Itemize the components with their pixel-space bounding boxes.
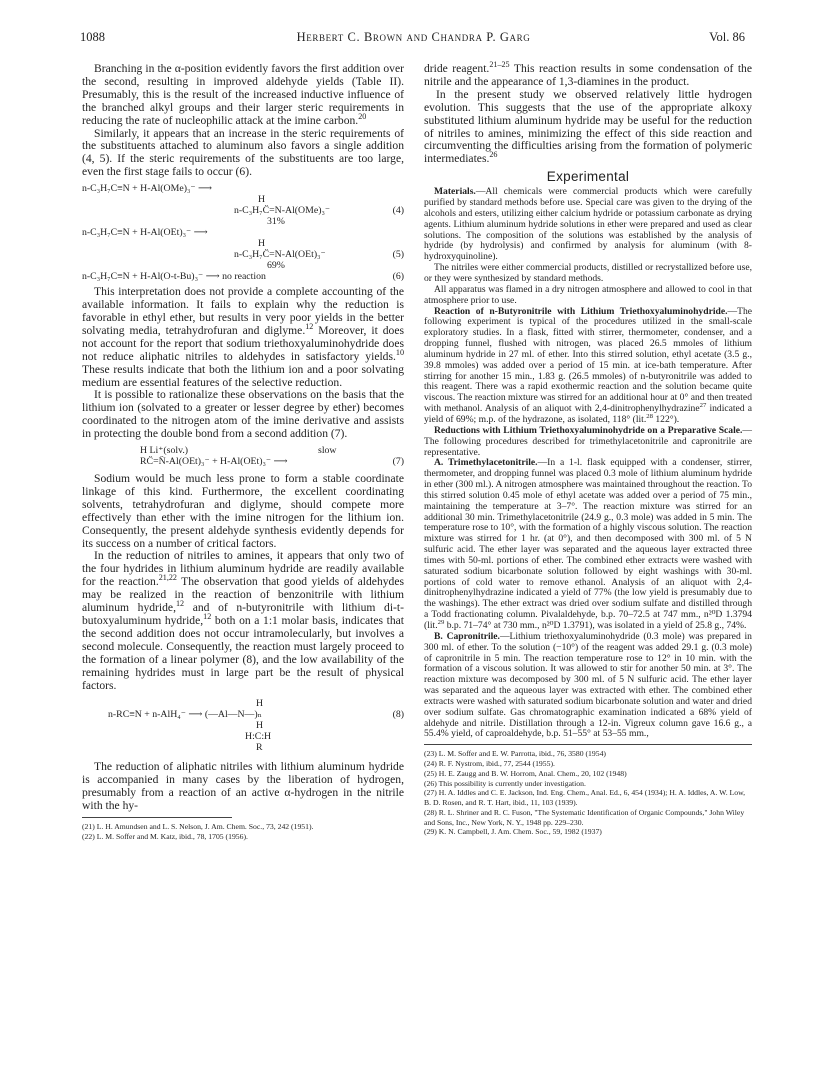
running-title: Herbert C. Brown and Chandra P. Garg — [296, 30, 531, 44]
running-header — [0, 30, 827, 50]
footnote-rule — [424, 744, 752, 745]
paragraph: This interpretation does not provide a complete accounting of the available information. It fails to explain why the reduction is favorable in ethyl ether, but results in very poor yields in the better solvating media, tetrahydrofuran and diglyme.$^{12}$ Moreover, it does not account for the report that sodium triethoxyaluminohydride does not reduce aliphatic nitriles to aldehydes in satisfactory yields.$^{10}$ These results indicate that both the lithium ion and a poor solvating medium are essential features of the selective reduction. — [82, 285, 404, 389]
section-heading: Experimental — [546, 169, 630, 185]
equation-8-hch: H:C:H — [245, 731, 272, 743]
paragraph: The nitriles were either commercial products, distilled or recrystallized before use, or they were synthesized by standard methods. — [424, 262, 752, 284]
paragraph: All apparatus was flamed in a dry nitrogen atmosphere and allowed to cool in that atmosphere prior to use. — [424, 283, 752, 306]
equation-6: n-C₃H₇C≡N + H-Al(O-t-Bu)₃⁻ ⟶ no reaction (6) — [82, 271, 404, 283]
paragraph: It is possible to rationalize these observations on the basis that the lithium ion (solvated to a greater or lesser degree by ether) becomes coordinated to the nitrogen atom of the imine derivative and assists in protecting the double bond from a second addition (7). — [82, 388, 404, 441]
paragraph: In the reduction of nitriles to amines, it appears that only two of the four hydrides in lithium aluminum hydride are readily available for the reaction.$^{21,22}$ The observation that good yields of aldehydes may be realized in the reaction of benzonitrile with lithium aluminum hydride,$^{12}$ and of n-butyronitrile with lithium di-t-butoxyaluminum hydride,$^{12}$ both on a 1:1 molar basis, indicates that the second addition does not occur intramolecularly, but involves a second molecule. Consequently, the reaction must largely proceed to the formation of a linear polymer (8), and the low availability of the remaining hydrides must in large part be the result of physical factors. — [82, 549, 405, 692]
footnote-28: (28) R. L. Shriner and R. C. Fuson, "The Systematic Identification of Organic Compounds," John Wiley and Sons, Inc., New York, N. Y., 1948 pp. 229–230. — [424, 807, 745, 827]
paragraph: Sodium would be much less prone to form a stable coordinate linkage of this kind. Furthermore, the excellent coordinating solvents, tetrahydrofuran and diglyme, should compete more effectively than ether with the imine nitrogen for the lithium ion. Consequently, the present aldehyde synthesis evidently depends for its success on a number of critical factors. — [82, 472, 404, 550]
equation-8-line: n-RC≡N + n-AlH₄⁻ ⟶ (—Al—N—)ₙ (8) — [108, 709, 404, 721]
footnote-rule — [82, 817, 232, 818]
paragraph: In the present study we observed relatively little hydrogen evolution. This suggests that the use of the appropriate alkoxy substituted lithium aluminum hydride may be useful for the reduction of nitriles to amines, minimizing the effect of this side reaction and circumventing the difficulties arising from the formation of polymeric intermediates.$^{26}$ — [424, 87, 752, 166]
equation-7-line: RC̈=N̈-Al(OEt)₃⁻ + H-Al(OEt)₃⁻ ⟶ (7) — [140, 456, 404, 468]
equation-4-yield: 31% — [267, 216, 285, 228]
footnote-26: (26) This possibility is currently under investigation. — [424, 778, 586, 788]
footnote-25: (25) H. E. Zaugg and B. W. Horrom, Anal. Chem., 20, 102 (1948) — [424, 768, 627, 778]
equation-5-yield: 69% — [267, 260, 285, 272]
paragraph: Materials.—All chemicals were commercial products which were carefully purified by standard methods before use. Special care was given to the drying of the alcohols and esters, utilizing either calcium hydride or potassium carbonate as drying agents. Lithium aluminum hydride solutions in ether were prepared and used as clear solutions. The composition of the solutions was established by the analysis of hydride (by hydrolysis) and confirmed by analysis for aluminum (with 8-hydroxyquinoline). — [424, 186, 752, 263]
right-column — [424, 60, 752, 837]
paragraph: dride reagent.$^{21-25}$ This reaction results in some condensation of the nitrile and the appearance of 1,3-diamines in the product. — [424, 60, 752, 88]
footnote-22: (22) L. M. Soffer and M. Katz, ibid., 78, 1705 (1956). — [82, 831, 248, 841]
equation-8-h2: H — [256, 720, 264, 732]
paragraph: Reductions with Lithium Triethoxyaluminohydride on a Preparative Scale.—The following procedures described for trimethylacetonitrile and capronitrile are representative. — [424, 424, 752, 458]
paragraph: Similarly, it appears that an increase in the steric requirements of the substituents attached to aluminum also favors a single addition (4, 5). If the steric requirements of the substituents are too large, even the first stage fails to occur (6). — [82, 126, 404, 179]
footnote-27: (27) H. A. Iddles and C. E. Jackson, Ind. Eng. Chem., Anal. Ed., 6, 454 (1934); H. A. Iddles, A. W. Low, B. D. Rosen, and R. T. Hart, ibid., 11, 103 (1939). — [424, 788, 746, 808]
equation-8-h: H — [256, 698, 264, 710]
equation-8-r: R — [256, 742, 263, 754]
equation-5-h: H — [258, 238, 266, 250]
equation-5-line-2: n-C₃H₇C̈=N-Al(OEt)₃⁻ (5) — [234, 249, 404, 261]
page-number: 1088 — [80, 30, 105, 44]
equation-5-line-1: n-C₃H₇C≡N + H-Al(OEt)₃⁻ ⟶ — [82, 227, 208, 239]
left-column — [82, 63, 404, 842]
footnotes — [82, 822, 404, 842]
footnote-21: (21) L. H. Amundsen and L. S. Nelson, J. Am. Chem. Soc., 73, 242 (1951). — [82, 822, 314, 832]
equation-4-line-2: n-C₃H₇C̈=N-Al(OMe)₃⁻ (4) — [234, 205, 404, 217]
volume-label: Vol. 86 — [709, 30, 745, 44]
paragraph: The reduction of aliphatic nitriles with lithium aluminum hydride is accompanied in many cases by the liberation of hydrogen, presumably from a reaction of an active α-hydrogen in the nitrile with the hy- — [82, 760, 404, 813]
equation-4-h: H — [258, 194, 266, 206]
footnote-24: (24) R. F. Nystrom, ibid., 77, 2544 (1955). — [424, 759, 555, 769]
equation-4-line-1: n-C₃H₇C≡N + H-Al(OMe)₃⁻ ⟶ — [82, 183, 213, 195]
footnote-23: (23) L. M. Soffer and E. W. Parrotta, ibid., 76, 3580 (1954) — [424, 749, 606, 759]
paragraph: A. Trimethylacetonitrile.—In a 1-l. flask equipped with a condenser, stirrer, thermometer, and dropping funnel was placed 0.3 mole of lithium aluminum hydride in ether (300 ml.). A nitrogen atmosphere was maintained throughout the reaction. To this stirred solution 0.45 mole of ethyl acetate was added over a period of 75 min., maintaining the temperature at 3–7°. The reaction mixture was stirred for an additional 30 min. Trimethylacetonitrile (24.9 g., 0.3 mole) was added in 5 min. The temperature rose to 10°, with the formation of a highly viscous solution. The reaction mixture was stirred for 1 hr. (at 0°), and then decomposed with 300 ml. of 5 N sulfuric acid. The ether layer was separated and the aqueous layer extracted three times with 50-ml. portions of ether. The combined ether extracts were washed with saturated sodium bicarbonate solution followed by eight washings with 30-ml. portions of cold water to remove ethanol. Analysis of an aliquot with 2,4-dinitrophenylhydrazine indicated a yield of 77% (the low yield is presumably due to the washings). The ether extract was dried over sodium sulfate and distilled through a Todd fractionating column. Pivalaldehyde, b.p. 70–72.5 at 747 mm., n²⁰D 1.3794 (lit.$^{29}$ b.p. 71–74° at 730 mm., n²⁰D 1.3791), was isolated in a yield of 25.8 g., 74%. — [424, 457, 752, 631]
footnotes — [424, 749, 752, 837]
equation-7-top: H Li⁺(solv.) slow — [140, 445, 337, 457]
paragraph: Branching in the α-position evidently favors the first addition over the second, resulting in improved aldehyde yields (Table II). Presumably, this is the result of the increased inductive influence of the branched alkyl groups and their larger steric requirements in reducing the rate of nucleophilic attack at the imine carbon.$^{20}$ — [82, 62, 404, 127]
paragraph: B. Capronitrile.—Lithium triethoxyaluminohydride (0.3 mole) was prepared in 300 ml. of ether. To the solution (−10°) of the reagent was added 29.1 g. (0.3 mole) of capronitrile in 5 min. The reaction temperature rose to 12° in 10 min. with the formation of a viscous solution. It was allowed to stir for another 50 min. at 3°. The reaction mixture was decomposed by 300 ml. of 5 N sulfuric acid. The ether layer was separated and the aqueous layer was extracted with ether. The combined ether extracts were washed with saturated sodium bicarbonate solution and water and dried over sodium sulfate. Gas chromatographic examination indicated a 68% yield of aldehyde and nitrile. Distillation through a 12-in. Vigreux column gave 16.6 g., a 55.4% yield, of caproaldehyde, b.p. 51–55° at 53–55 mm., — [424, 630, 752, 740]
paragraph: Reaction of n-Butyronitrile with Lithium Triethoxyaluminohydride.—The following experiment is typical of the procedures utilized in the small-scale exploratory studies. In a flask, fitted with stirrer, thermometer, condenser, and a dropping funnel, flushed with nitrogen, was placed 26.5 mmoles of lithium aluminum hydride in 27 ml. of ether. Into this stirred solution, ethyl acetate (3.5 g., 39.8 mmoles) was added over a period of 15 min. at ice-bath temperature. After stirring for another 15 min., 1.83 g. (26.5 mmoles) of n-butyronitrile was added to this reagent. There was a rapid exothermic reaction and the solution became quite viscous. The reaction mixture was stirred for an additional hour at 0° and then treated with methanol. Analysis of an aliquot with 2,4-dinitrophenylhydrazine$^{27}$ indicated a yield of 69%; m.p. of the hydrazone, as isolated, 118° (lit.$^{28}$ 122°). — [424, 305, 752, 425]
footnote-29: (29) K. N. Campbell, J. Am. Chem. Soc., 59, 1982 (1937) — [424, 827, 602, 837]
